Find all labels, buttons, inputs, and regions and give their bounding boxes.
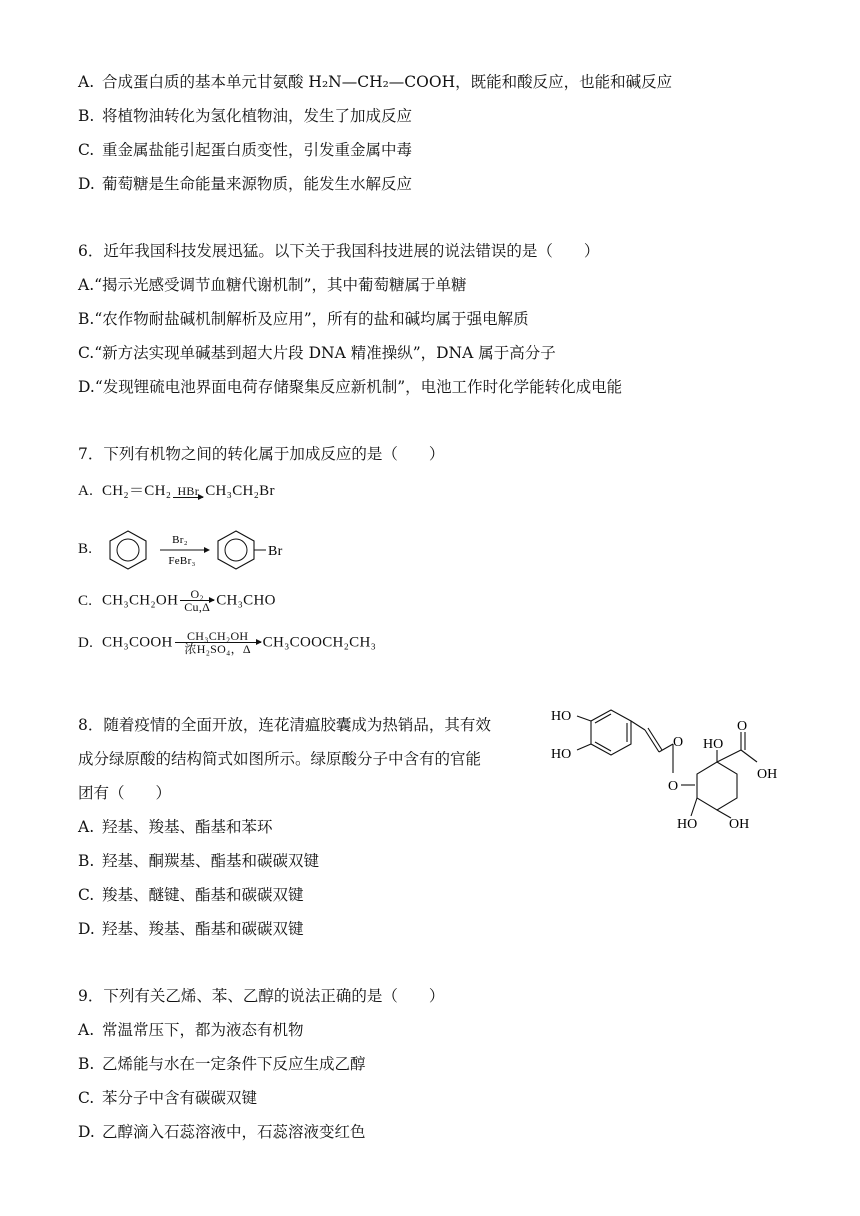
reactant: CH₂＝CH₂	[102, 483, 172, 499]
q5-option-a	[78, 71, 672, 93]
q6-option-d	[78, 376, 622, 398]
reaction-arrow	[173, 485, 203, 498]
option-text: 羧基、醚键、酯基和碳碳双键	[102, 886, 304, 904]
q9-stem: 9．下列有关乙烯、苯、乙醇的说法正确的是（ ）	[78, 987, 445, 1005]
q8-stem-line-2: 成分绿原酸的结构简式如图所示。绿原酸分子中含有的官能	[78, 750, 482, 768]
q7-option-a	[78, 480, 275, 502]
option-text: 羟基、羧基、酯基和苯环	[102, 818, 273, 836]
q7-option-d	[78, 630, 376, 655]
option-text: “发现锂硫电池界面电荷存储聚集反应新机制”，电池工作时化学能转化成电能	[94, 378, 623, 396]
option-label: D.	[78, 378, 95, 396]
option-label: B.	[78, 1055, 95, 1073]
option-label: A.	[78, 1021, 95, 1039]
product: CH₃CHO	[216, 592, 276, 609]
q8-option-c	[78, 884, 304, 906]
arrow-condition-top: HBr	[177, 484, 200, 499]
option-label: B.	[78, 852, 95, 870]
benzene-reactant	[110, 531, 146, 569]
option-label: A.	[78, 483, 94, 499]
q8-stem-line-3: 团有（ ）	[78, 784, 172, 802]
option-text: 乙醇滴入石蕊溶液中，石蕊溶液变红色	[102, 1123, 366, 1141]
q6-option-c	[78, 342, 556, 364]
q5-option-b	[78, 105, 412, 127]
option-text: 苯分子中含有碳碳双键	[102, 1089, 258, 1107]
product: CH₃COOCH₂CH₃	[262, 634, 377, 651]
carbonyl-o-label: O	[673, 735, 684, 750]
benzene-ring	[591, 710, 631, 755]
carboxyl-o-label: O	[737, 719, 748, 734]
reactant: CH₃COOH	[102, 634, 173, 651]
arrow-condition-top: CH₃CH₂OH	[186, 629, 249, 643]
option-text: 羟基、羧基、酯基和碳碳双键	[102, 920, 304, 938]
option-text: 羟基、酮羰基、酯基和碳碳双键	[102, 852, 320, 870]
q8-option-b	[78, 850, 319, 872]
q9-option-b	[78, 1053, 366, 1075]
hydroxyl-label: HO	[677, 817, 698, 832]
chlorogenic-acid-structure	[545, 700, 795, 840]
option-label: A.	[78, 73, 95, 91]
q5-option-c	[78, 139, 412, 161]
option-label: A.	[78, 818, 95, 836]
q9-option-d	[78, 1121, 366, 1143]
reaction-arrow	[175, 630, 261, 655]
option-label: B.	[78, 541, 93, 557]
option-label: D.	[78, 1123, 95, 1141]
q8-option-a	[78, 816, 273, 838]
q6-option-b	[78, 308, 529, 330]
bromobenzene-product	[218, 531, 283, 569]
q8-option-d	[78, 918, 304, 940]
ester-o-label: O	[668, 779, 679, 794]
option-label: A.	[78, 276, 95, 294]
q7-option-b	[78, 527, 306, 571]
benzene-bromination-scheme	[106, 527, 306, 571]
option-label: C.	[78, 886, 95, 904]
option-label: B.	[78, 310, 95, 328]
option-label: C.	[78, 344, 95, 362]
q5-option-d	[78, 173, 412, 195]
reactant: CH₃CH₂OH	[102, 592, 179, 609]
option-label: D.	[78, 920, 95, 938]
hydroxyl-label: HO	[551, 747, 572, 762]
q6-option-a	[78, 274, 466, 296]
option-label: C.	[78, 1089, 95, 1107]
option-text: 葡萄糖是生命能量来源物质，能发生水解反应	[102, 175, 413, 193]
q6-stem: 6．近年我国科技发展迅猛。以下关于我国科技进展的说法错误的是（ ）	[78, 242, 600, 260]
q8-stem-line-1: 8．随着疫情的全面开放，连花清瘟胶囊成为热销品，其有效	[78, 716, 491, 734]
option-text: “新方法实现单碱基到超大片段 DNA 精准操纵”，DNA 属于高分子	[94, 344, 556, 362]
arrow-condition-bottom: 浓H₂SO₄，Δ	[184, 642, 251, 656]
option-text: 乙烯能与水在一定条件下反应生成乙醇	[102, 1055, 366, 1073]
arrow-condition-top: Br₂	[172, 534, 188, 546]
cyclohexane-ring	[697, 762, 737, 810]
arrow-condition-bottom: FeBr₃	[168, 555, 196, 567]
reaction-arrow	[160, 534, 210, 567]
hydroxyl-label: HO	[703, 737, 724, 752]
q9-option-c	[78, 1087, 257, 1109]
option-text: “农作物耐盐碱机制解析及应用”，所有的盐和碱均属于强电解质	[94, 310, 529, 328]
option-text: 常温常压下，都为液态有机物	[102, 1021, 304, 1039]
option-label: B.	[78, 107, 95, 125]
option-label: D.	[78, 175, 95, 193]
bromo-substituent: Br	[268, 544, 283, 559]
option-label: C.	[78, 592, 93, 609]
option-text: 合成蛋白质的基本单元甘氨酸 H₂N—CH₂—COOH，既能和酸反应，也能和碱反应	[102, 73, 673, 91]
carboxyl-oh-label: OH	[757, 767, 778, 782]
option-text: 重金属盐能引起蛋白质变性，引发重金属中毒	[102, 141, 413, 159]
product: CH₃CH₂Br	[205, 483, 275, 499]
hydroxyl-label: HO	[551, 709, 572, 724]
reaction-arrow	[180, 588, 214, 613]
hydroxyl-label: OH	[729, 817, 750, 832]
q9-option-a	[78, 1019, 304, 1041]
arrow-condition-top: O₂	[190, 587, 204, 601]
option-text: 将植物油转化为氢化植物油，发生了加成反应	[102, 107, 413, 125]
q7-stem: 7．下列有机物之间的转化属于加成反应的是（ ）	[78, 445, 445, 463]
option-text: “揭示光感受调节血糖代谢机制”，其中葡萄糖属于单糖	[94, 276, 467, 294]
option-label: C.	[78, 141, 95, 159]
q7-option-c	[78, 588, 276, 613]
arrow-condition-bottom: Cu,Δ	[184, 600, 211, 614]
option-label: D.	[78, 634, 94, 651]
